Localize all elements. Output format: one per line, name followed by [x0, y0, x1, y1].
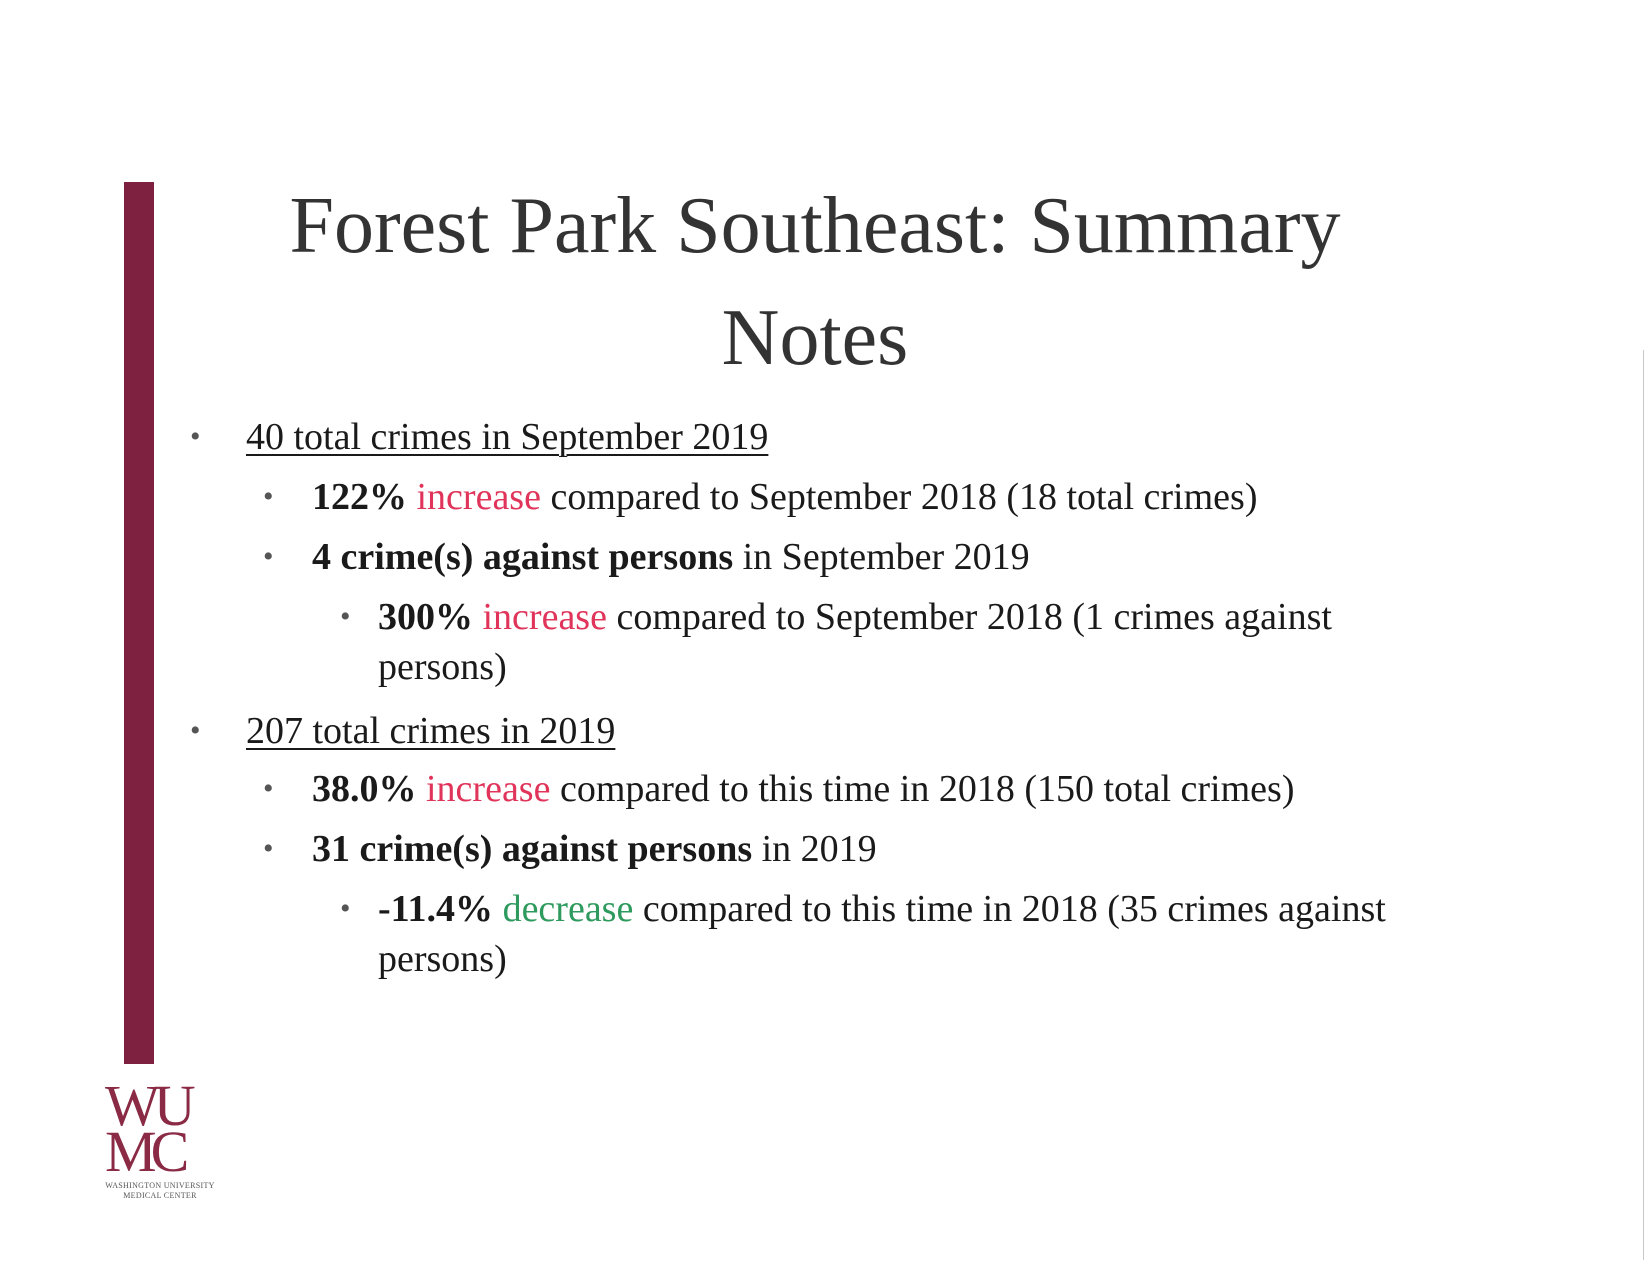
bullet-bold-value: 300%	[378, 596, 473, 638]
bullet-text: in September 2019	[742, 536, 1030, 578]
logo-caption-line-1: WASHINGTON UNIVERSITY	[105, 1181, 215, 1190]
bullet-item	[312, 532, 1572, 582]
bullet-dot: •	[340, 892, 351, 925]
logo-caption	[105, 1181, 215, 1201]
bullet-dot: •	[190, 420, 201, 453]
bullet-bold-value: 122%	[312, 476, 407, 518]
logo-line-2: MC	[105, 1119, 184, 1184]
bullet-text: 207 total crimes in 2019	[246, 710, 616, 752]
bullet-dot: •	[263, 540, 274, 573]
scan-edge-line	[1643, 350, 1644, 1260]
bullet-item	[246, 706, 1546, 756]
bullet-dot: •	[263, 772, 274, 805]
bullet-item	[246, 412, 1546, 462]
bullet-bold-value: 4 crime(s) against persons	[312, 536, 734, 578]
status-increase: increase	[426, 768, 551, 810]
bullet-item	[378, 884, 1448, 984]
bullet-bold-value: 38.0%	[312, 768, 417, 810]
bullet-bold-value: 31 crime(s) against persons	[312, 828, 753, 870]
bullet-item	[312, 764, 1572, 814]
logo-caption-line-2: MEDICAL CENTER	[123, 1191, 197, 1200]
bullet-text: compared to September 2018 (1 crimes against persons)	[378, 596, 1332, 688]
bullet-text: 40 total crimes in September 2019	[246, 416, 769, 458]
bullet-text: compared to this time in 2018 (150 total crimes)	[559, 768, 1295, 810]
bullet-dot: •	[263, 832, 274, 865]
bullet-text: compared to September 2018 (18 total crimes)	[550, 476, 1258, 518]
bullet-bold-value: -11.4%	[378, 888, 494, 930]
bullet-item	[312, 824, 1572, 874]
status-increase: increase	[416, 476, 541, 518]
bullet-item	[312, 472, 1572, 522]
status-increase: increase	[482, 596, 607, 638]
slide-title: Forest Park Southeast: Summary Notes	[289, 182, 1341, 382]
bullet-dot: •	[263, 480, 274, 513]
wumc-logo	[105, 1073, 215, 1201]
bullet-dot: •	[190, 714, 201, 747]
bullet-text: in 2019	[761, 828, 877, 870]
bullet-text: compared to this time in 2018 (35 crimes against persons)	[378, 888, 1386, 980]
logo-line-1: WU	[105, 1073, 190, 1138]
status-decrease: decrease	[502, 888, 634, 930]
bullet-dot: •	[340, 600, 351, 633]
bullet-item	[378, 592, 1448, 692]
